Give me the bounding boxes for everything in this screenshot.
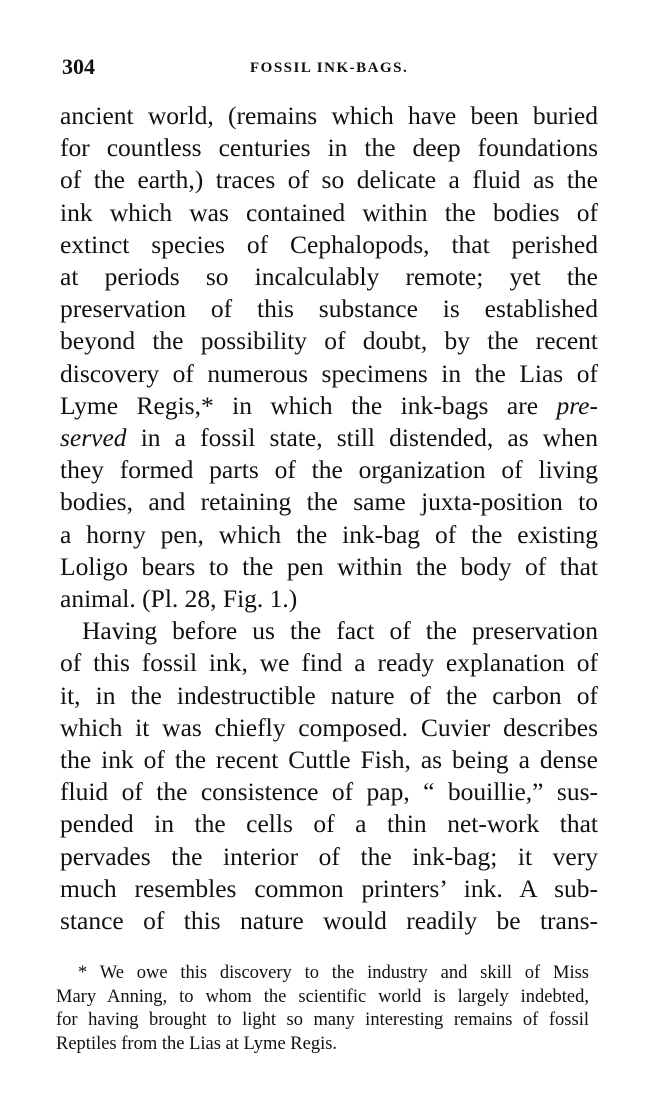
text-line: Loligo bears to the pen within the body of that: [60, 551, 598, 581]
footnote-line: * We owe this discovery to the industry and skill of Miss: [78, 963, 589, 983]
paragraph-start-line: Having before us the fact of the preservation: [82, 616, 598, 646]
text-line: much resembles common printers’ ink. A sub-: [60, 873, 598, 903]
footnote-line: Mary Anning, to whom the scientific world is largely indebted,: [56, 986, 589, 1007]
body-text: [60, 100, 598, 937]
text-line: for countless centuries in the deep foundations: [60, 133, 598, 163]
page-number: 304: [62, 54, 95, 79]
text-line: beyond the possibility of doubt, by the recent: [60, 326, 598, 356]
text-segment: in a fossil state, still distended, as when: [126, 423, 598, 453]
footnote: [56, 962, 589, 1056]
text-line: of the earth,) traces of so delicate a fluid as the: [60, 165, 598, 195]
running-title: FOSSIL INK-BAGS.: [250, 60, 409, 76]
text-line: extinct species of Cephalopods, that perished: [60, 229, 598, 259]
text-line: which it was chiefly composed. Cuvier describes: [60, 712, 598, 742]
text-line: the ink of the recent Cuttle Fish, as being a dense: [60, 745, 598, 775]
text-line: [60, 422, 598, 454]
text-line: animal. (Pl. 28, Fig. 1.): [60, 584, 298, 614]
text-line: pervades the interior of the ink-bag; it very: [60, 841, 598, 871]
text-line: pended in the cells of a thin net-work that: [60, 809, 598, 839]
text-line: ink which was contained within the bodies of: [60, 197, 598, 227]
text-line: ancient world, (remains which have been buried: [60, 101, 598, 130]
text-line: preservation of this substance is established: [60, 294, 598, 324]
text-line: they formed parts of the organization of living: [60, 455, 598, 485]
text-line: fluid of the consistence of pap, “ bouillie,” sus-: [60, 777, 598, 807]
italic-word: pre-: [556, 390, 598, 420]
italic-word: served: [60, 423, 127, 453]
page-header: [62, 54, 589, 84]
text-line: stance of this nature would readily be trans-: [60, 906, 598, 936]
text-line: discovery of numerous specimens in the Lias of: [60, 358, 598, 388]
text-line: at periods so incalculably remote; yet the: [60, 262, 598, 292]
text-line: a horny pen, which the ink-bag of the existing: [60, 519, 598, 549]
footnote-line: Reptiles from the Lias at Lyme Regis.: [56, 1033, 338, 1054]
text-line: bodies, and retaining the same juxta-position to: [60, 487, 598, 517]
text-line: of this fossil ink, we find a ready explanation of: [60, 648, 598, 678]
text-line: it, in the indestructible nature of the carbon of: [60, 680, 598, 710]
text-line: [60, 390, 598, 422]
text-segment: Lyme Regis,* in which the ink-bags are: [60, 390, 557, 420]
footnote-line: for having brought to light so many interesting remains of fossil: [56, 1010, 589, 1030]
